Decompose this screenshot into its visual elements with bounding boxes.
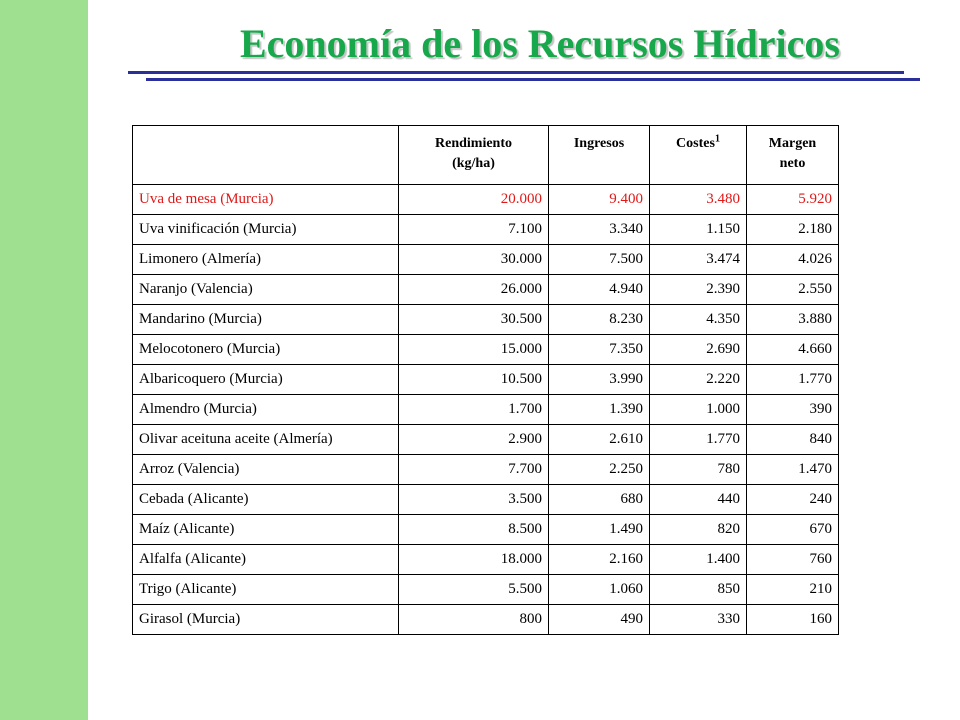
table-row: [133, 425, 839, 455]
cell-costs: 850: [650, 575, 747, 605]
table-row: [133, 575, 839, 605]
cell-costs: 1.150: [650, 215, 747, 245]
cell-yield: 8.500: [399, 515, 549, 545]
header-yield: [399, 126, 549, 185]
cell-income: 9.400: [549, 185, 650, 215]
header-costs-label: Costes: [676, 136, 715, 151]
cell-yield: 800: [399, 605, 549, 635]
cell-income: 1.390: [549, 395, 650, 425]
header-costs: [650, 126, 747, 185]
cell-yield: 30.500: [399, 305, 549, 335]
cell-costs: 2.390: [650, 275, 747, 305]
table-row: [133, 455, 839, 485]
cell-costs: 2.220: [650, 365, 747, 395]
page-title: Economía de los Recursos Hídricos: [240, 21, 840, 66]
cell-income: 490: [549, 605, 650, 635]
cell-margin: 210: [747, 575, 839, 605]
cell-crop: Albaricoquero (Murcia): [133, 365, 399, 395]
cell-crop: Mandarino (Murcia): [133, 305, 399, 335]
table-header-row: [133, 126, 839, 185]
table-row: [133, 395, 839, 425]
header-crop: [133, 126, 399, 185]
cell-costs: 4.350: [650, 305, 747, 335]
cell-income: 4.940: [549, 275, 650, 305]
cell-yield: 18.000: [399, 545, 549, 575]
cell-income: 1.490: [549, 515, 650, 545]
cell-costs: 3.480: [650, 185, 747, 215]
cell-yield: 30.000: [399, 245, 549, 275]
cell-margin: 390: [747, 395, 839, 425]
table-row: [133, 545, 839, 575]
cell-crop: Alfalfa (Alicante): [133, 545, 399, 575]
cell-costs: 820: [650, 515, 747, 545]
table-row: [133, 305, 839, 335]
cell-crop: Almendro (Murcia): [133, 395, 399, 425]
cell-yield: 7.100: [399, 215, 549, 245]
cell-margin: 670: [747, 515, 839, 545]
header-yield-line2: (kg/ha): [452, 156, 495, 171]
cell-yield: 7.700: [399, 455, 549, 485]
cell-crop: Girasol (Murcia): [133, 605, 399, 635]
title-underline-bottom: [146, 78, 920, 81]
sidebar-band: [0, 0, 88, 720]
cell-margin: 4.660: [747, 335, 839, 365]
cell-crop: Cebada (Alicante): [133, 485, 399, 515]
header-yield-line1: Rendimiento: [435, 136, 512, 151]
cell-crop: Uva vinificación (Murcia): [133, 215, 399, 245]
cell-crop: Trigo (Alicante): [133, 575, 399, 605]
cell-margin: 2.180: [747, 215, 839, 245]
cell-crop: Naranjo (Valencia): [133, 275, 399, 305]
cell-crop: Olivar aceituna aceite (Almería): [133, 425, 399, 455]
header-income: Ingresos: [549, 126, 650, 185]
table-row: [133, 335, 839, 365]
table-row: [133, 605, 839, 635]
cell-crop: Limonero (Almería): [133, 245, 399, 275]
cell-crop: Maíz (Alicante): [133, 515, 399, 545]
table-row: [133, 215, 839, 245]
cell-yield: 3.500: [399, 485, 549, 515]
cell-income: 1.060: [549, 575, 650, 605]
header-margin: [747, 126, 839, 185]
cell-margin: 760: [747, 545, 839, 575]
cell-yield: 26.000: [399, 275, 549, 305]
cell-crop: Arroz (Valencia): [133, 455, 399, 485]
cell-margin: 1.470: [747, 455, 839, 485]
cell-margin: 1.770: [747, 365, 839, 395]
table-row: [133, 485, 839, 515]
cell-costs: 1.400: [650, 545, 747, 575]
cell-income: 3.990: [549, 365, 650, 395]
cell-costs: 1.000: [650, 395, 747, 425]
table-row: [133, 515, 839, 545]
table-body: [133, 185, 839, 635]
cell-margin: 240: [747, 485, 839, 515]
cell-yield: 2.900: [399, 425, 549, 455]
cell-margin: 5.920: [747, 185, 839, 215]
cell-costs: 330: [650, 605, 747, 635]
header-costs-footnote: 1: [714, 133, 720, 145]
table-row: [133, 245, 839, 275]
cell-income: 680: [549, 485, 650, 515]
cell-income: 2.610: [549, 425, 650, 455]
cell-income: 2.250: [549, 455, 650, 485]
cell-margin: 4.026: [747, 245, 839, 275]
cell-income: 3.340: [549, 215, 650, 245]
cell-yield: 20.000: [399, 185, 549, 215]
cell-yield: 1.700: [399, 395, 549, 425]
cell-margin: 840: [747, 425, 839, 455]
cell-costs: 780: [650, 455, 747, 485]
cell-margin: 2.550: [747, 275, 839, 305]
table-row: [133, 365, 839, 395]
cell-yield: 5.500: [399, 575, 549, 605]
title-underline-top: [128, 71, 904, 74]
cell-costs: 440: [650, 485, 747, 515]
table-row: [133, 275, 839, 305]
cell-costs: 3.474: [650, 245, 747, 275]
cell-income: 8.230: [549, 305, 650, 335]
cell-costs: 1.770: [650, 425, 747, 455]
cell-crop: Melocotonero (Murcia): [133, 335, 399, 365]
cell-crop: Uva de mesa (Murcia): [133, 185, 399, 215]
cell-margin: 160: [747, 605, 839, 635]
cell-costs: 2.690: [650, 335, 747, 365]
cell-yield: 15.000: [399, 335, 549, 365]
table-row: [133, 185, 839, 215]
crop-economics-table: [132, 125, 839, 635]
cell-yield: 10.500: [399, 365, 549, 395]
cell-income: 2.160: [549, 545, 650, 575]
cell-income: 7.500: [549, 245, 650, 275]
header-margin-line2: neto: [779, 156, 806, 171]
cell-income: 7.350: [549, 335, 650, 365]
cell-margin: 3.880: [747, 305, 839, 335]
header-margin-line1: Margen: [768, 136, 817, 151]
